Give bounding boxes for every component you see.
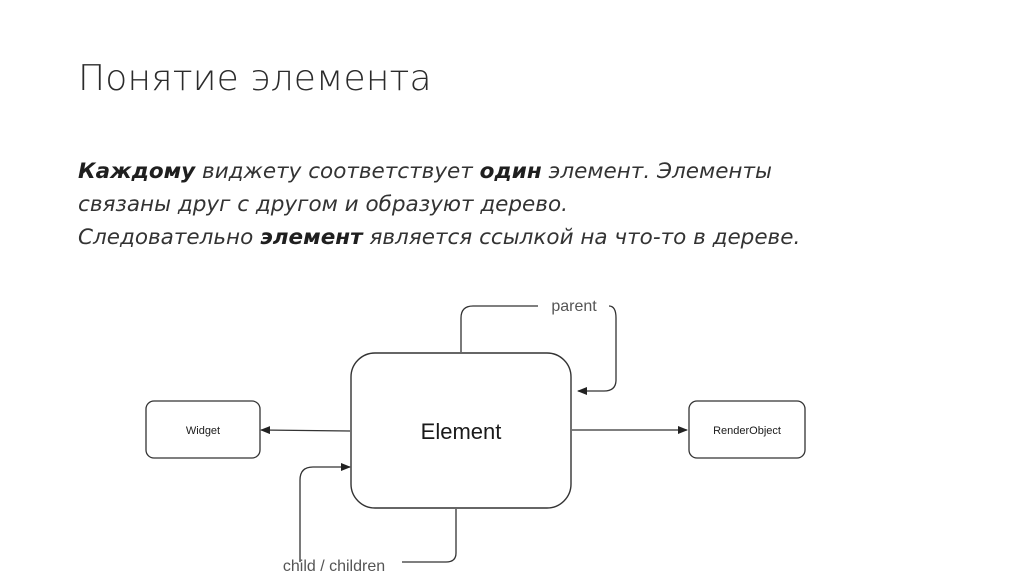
children-edge [402,509,456,562]
element-to-widget-edge [261,430,350,431]
parent-edge-return [578,306,616,391]
body-line-1-bold-2: один [479,159,542,184]
parent-edge-label: parent [551,298,597,315]
body-line-2-text-1: связаны друг с другом и образуют дерево. [78,192,568,217]
widget-node-label: Widget [185,425,221,437]
slide-title: Понятие элемента [78,58,432,99]
body-line-1-text-2: элемент. Элементы [541,159,772,184]
element-node-label: Element [420,419,502,444]
renderobject-node-label: RenderObject [713,425,781,437]
body-line-3-bold-1: элемент [260,225,363,250]
body-line-1-text-1: виджету соответствует [195,159,480,184]
parent-edge [461,306,538,352]
body-line-1-bold-1: Каждому [78,159,196,184]
children-edge-label: child / children [282,558,386,574]
body-line-3-text-2: является ссылкой на что-то в дереве. [362,225,801,250]
body-line-3-text-1: Следовательно [78,225,261,250]
children-edge-return [300,467,350,562]
